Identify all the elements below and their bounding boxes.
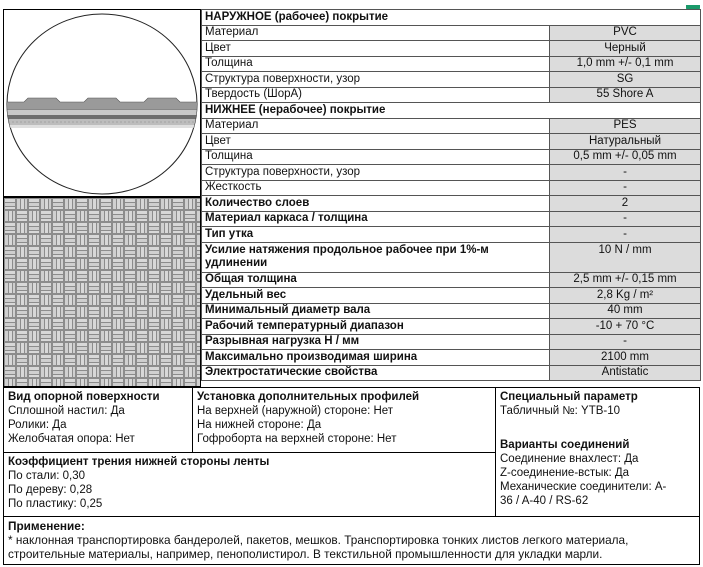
table-row: Разрывная нагрузка Н / мм -	[202, 334, 701, 350]
spec-table	[201, 9, 701, 381]
profiles-section: Установка дополнительных профилей На верхней (наружной) стороне: Нет На нижней стороне: Да Гофроборта на верхней стороне: Нет	[192, 387, 496, 453]
section-title: Установка дополнительных профилей	[197, 391, 420, 403]
surface-texture-drawing	[4, 198, 200, 386]
joints-title: Варианты соединений	[500, 439, 630, 451]
table-row: Жесткость -	[202, 180, 701, 196]
datasheet	[3, 5, 700, 565]
inner-coating-header: НИЖНЕЕ (нерабочее) покрытие	[202, 103, 701, 119]
section-title: Специальный параметр	[500, 391, 638, 403]
table-row: Усилие натяжения продольное рабочее при 1%-м удлинении 10 N / mm	[202, 242, 701, 272]
cross-section-drawing	[4, 10, 200, 196]
table-row: Цвет Натуральный	[202, 134, 701, 150]
table-row: Материал каркаса / толщина -	[202, 211, 701, 227]
special-parameter-section: Специальный параметр Табличный №: YTB-10 Варианты соединений Соединение внахлест: Да Z-соединение-встык: Да Механические соединители: А- 36 / A-40 / RS-62	[495, 387, 700, 517]
table-row: Структура поверхности, узор -	[202, 165, 701, 181]
support-surface-section: Вид опорной поверхности Сплошной настил: Да Ролики: Да Желобчатая опора: Нет	[3, 387, 193, 453]
outer-coating-header: НАРУЖНОЕ (рабочее) покрытие	[202, 10, 701, 26]
table-row: Структура поверхности, узор SG	[202, 72, 701, 88]
table-row: Рабочий температурный диапазон -10 + 70 °C	[202, 319, 701, 335]
belt-cross-section-image	[3, 9, 201, 197]
section-title: Коэффициент трения нижней стороны ленты	[8, 456, 270, 468]
table-row: Материал PES	[202, 118, 701, 134]
table-row: Цвет Черный	[202, 41, 701, 57]
table-row: Минимальный диаметр вала 40 mm	[202, 303, 701, 319]
table-row: Твердость (ШорА) 55 Shore A	[202, 87, 701, 103]
table-row: Толщина 1,0 mm +/- 0,1 mm	[202, 56, 701, 72]
table-row: Тип утка -	[202, 227, 701, 243]
belt-surface-texture-image	[3, 197, 201, 387]
section-title: Вид опорной поверхности	[8, 391, 160, 403]
table-row: Материал PVC	[202, 25, 701, 41]
table-row: Электростатические свойства Antistatic	[202, 365, 701, 381]
section-title: Применение:	[8, 519, 85, 533]
table-row: Толщина 0,5 mm +/- 0,05 mm	[202, 149, 701, 165]
application-section: Применение: * наклонная транспортировка бандеролей, пакетов, мешков. Транспортировка тонких листов легкого материала, строительные материалы, например, пенополистирол. В текстильной промышленности для укладки марли.	[3, 516, 700, 565]
table-row: Общая толщина 2,5 mm +/- 0,15 mm	[202, 272, 701, 288]
friction-section: Коэффициент трения нижней стороны ленты По стали: 0,30 По дереву: 0,28 По пластику: 0,25	[3, 452, 496, 517]
table-row: Удельный вес 2,8 Kg / m²	[202, 288, 701, 304]
table-row: Количество слоев 2	[202, 196, 701, 212]
table-row: Максимально производимая ширина 2100 mm	[202, 350, 701, 366]
